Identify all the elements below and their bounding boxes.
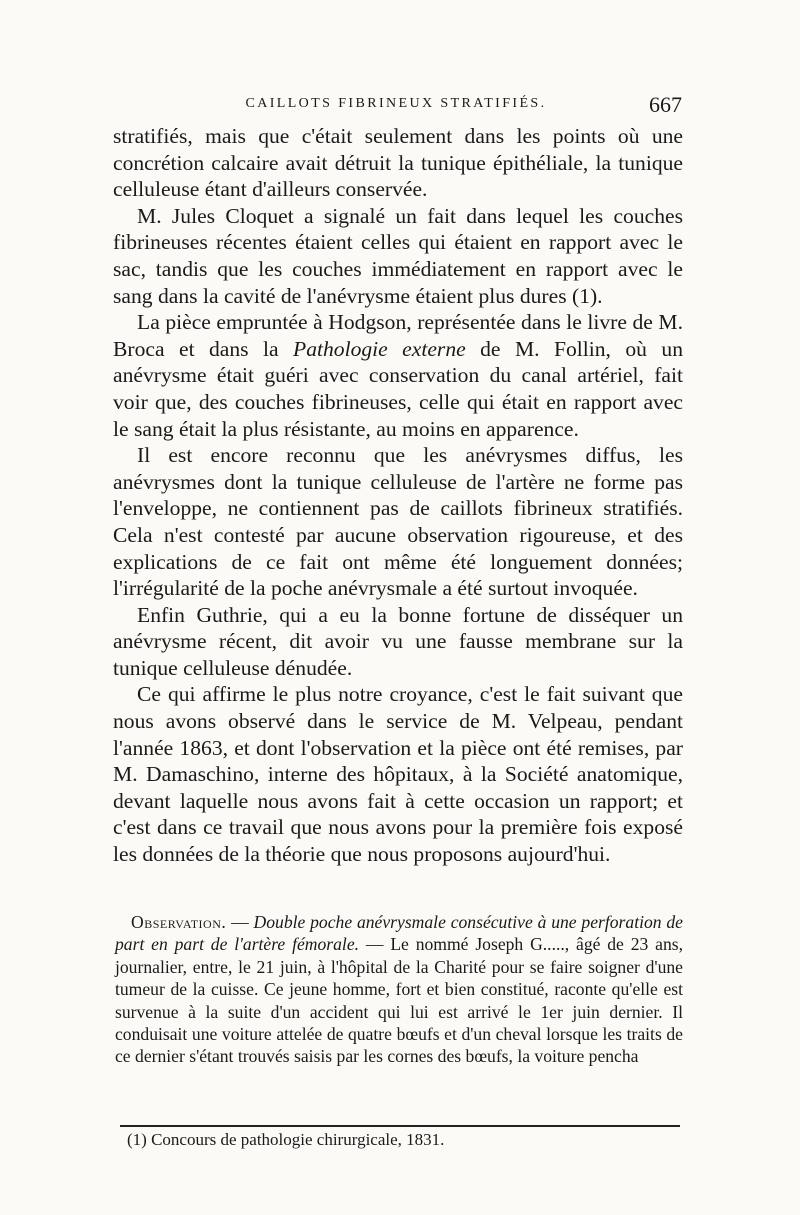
paragraph-2: M. Jules Cloquet a signalé un fait dans lequel les couches fibrineuses récentes étaient celles qui étaient en rapport avec le sac, tandis que les couches immédiatement en rapport avec le sang dans la cavité de l'anévrysme étaient plus dures (1). [113,203,683,308]
observation-block [115,911,683,1068]
observation-text: — Le nommé Joseph G....., âgé de 23 ans, journalier, entre, le 21 juin, à l'hôpital de la Charité pour se faire soigner d'une tumeur de la cuisse. Ce jeune homme, fort et bien constitué, raconte qu'elle est survenue à la suite d'un accident qui lui est arrivé le 1er juin dernier. Il conduisait une voiture attelée de quatre bœufs et d'un cheval lorsque les traits de ce dernier s'étant trouvés saisis par les cornes des bœufs, la voiture pencha [115,934,684,1067]
observation-dash: — [226,912,254,932]
paragraph-3 [113,309,683,442]
observation-heading: Observation. [131,912,227,932]
paragraph-3-text-a: La pièce empruntée à Hodgson, représentée dans le livre de M. Broca et dans la [113,310,683,361]
book-title-italic: Pathologie externe [293,336,466,361]
page-number: 667 [649,92,682,117]
footnote-divider [120,1125,680,1127]
observation-title: Double poche anévrysmale consécutive à une perforation de part en part de l'artère fémorale. [115,912,683,955]
paragraph-6: Ce qui affirme le plus notre croyance, c'est le fait suivant que nous avons observé dans le service de M. Velpeau, pendant l'année 1863, et dont l'observation et la pièce ont été remises, par M. Damaschino, interne des hôpitaux, à la Société anatomique, devant laquelle nous avons fait à cette occasion un rapport; et c'est dans ce travail que nous avons pour la première fois exposé les données de la théorie que nous proposons aujourd'hui. [113,682,683,867]
observation-paragraph [115,911,683,1068]
running-title: CAILLOTS FIBRINEUX STRATIFIÉS. [245,96,547,111]
footnote: (1) Concours de pathologie chirurgicale, 1831. [127,1130,445,1149]
page-header [110,92,682,120]
paragraph-3-text-b: de M. Follin, où un anévrysme était guéri avec conservation du canal artériel, fait voir que, des couches fibrineuses, celle qui était en rapport avec le sang était la plus résistante, au moins en apparence. [113,336,683,441]
paragraph-5: Enfin Guthrie, qui a eu la bonne fortune de disséquer un anévrysme récent, dit avoir vu une fausse membrane sur la tunique celluleuse dénudée. [113,602,683,680]
paragraph-1: stratifiés, mais que c'était seulement dans les points où une concrétion calcaire avait détruit la tunique épithéliale, la tunique celluleuse étant d'ailleurs conservée. [113,124,683,202]
paragraph-4: Il est encore reconnu que les anévrysmes diffus, les anévrysmes dont la tunique celluleuse de l'artère ne forme pas l'enveloppe, ne contiennent pas de caillots fibrineux stratifiés. Cela n'est contesté par aucune observation rigoureuse, et des explications de ce fait ont même été longuement données; l'irrégularité de la poche anévrysmale a été surtout invoquée. [113,443,683,601]
main-text [113,123,683,868]
